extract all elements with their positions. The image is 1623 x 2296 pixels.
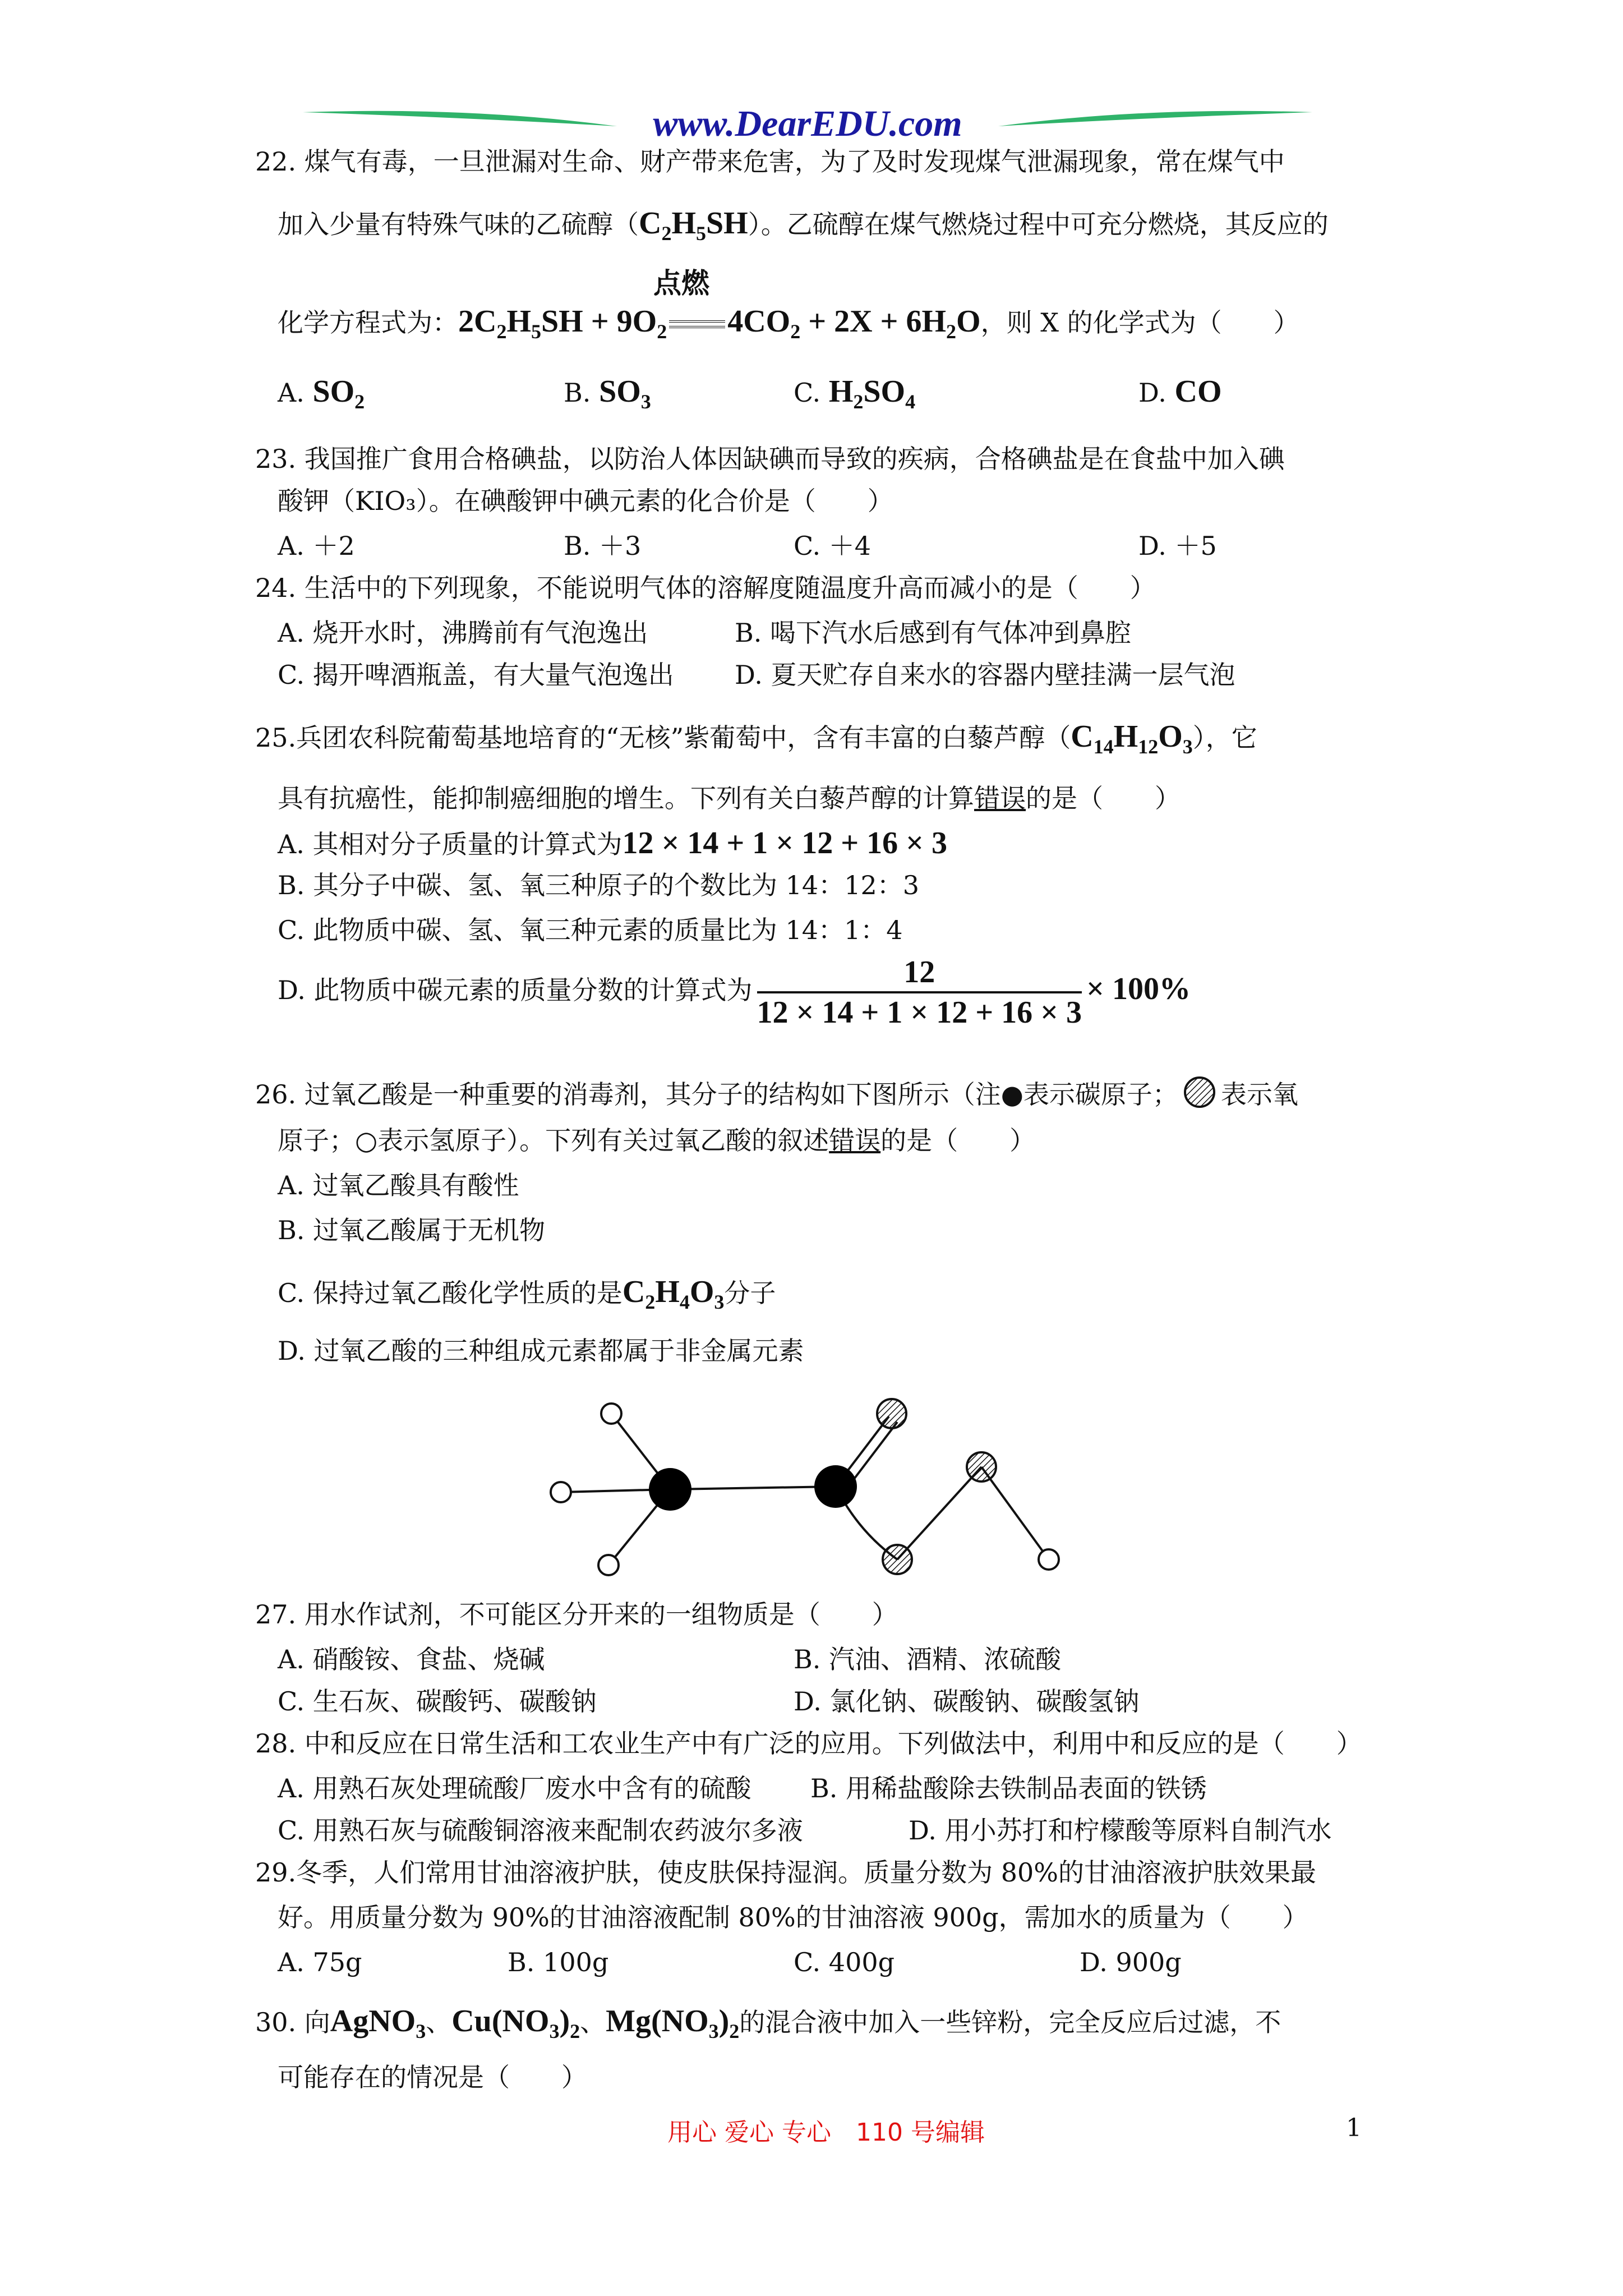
q25-line1-end: ），它 (1192, 723, 1257, 753)
q22-options (278, 376, 1399, 415)
q23-line1: 23. 我国推广食用合格碘盐，以防治人体因缺碘而导致的疾病，合格碘盐是在食盐中加入碘 (255, 444, 1285, 474)
reaction-condition: 点燃 (653, 266, 709, 300)
q22-option-d: D. CO (1138, 374, 1222, 409)
formula-copper-nitrate: $Cu(NO_3)_2$ (451, 2004, 580, 2043)
q23-option-d: D. ＋5 (1138, 531, 1217, 561)
q27-option-b: B. 汽油、酒精、浓硫酸 (794, 1644, 1062, 1674)
mass-fraction: $\frac{12}{12 \times 14 + 1 \times 12 + 16 \times 3}$ (757, 955, 1082, 1030)
q22-line3-end: ，则 X 的化学式为（ ） (980, 307, 1299, 338)
q24-option-a: A. 烧开水时，沸腾前有气泡逸出 (278, 618, 648, 648)
q25-option-b: B. 其分子中碳、氢、氧三种原子的个数比为 14：12：3 (278, 870, 920, 900)
q29-option-d: D. 900g (1080, 1947, 1182, 1977)
formula-ethanethiol: $C_2H_5SH$ (639, 206, 748, 245)
site-header-banner (303, 101, 1312, 151)
q22-line1: 22. 煤气有毒，一旦泄漏对生命、财产带来危害，为了及时发现煤气泄漏现象，常在煤气中 (255, 146, 1285, 177)
formula-resveratrol: $C_{14}H_{12}O_3$ (1071, 719, 1193, 758)
q22-line3 (278, 306, 1299, 342)
q24-option-d: D. 夏天贮存自来水的容器内壁挂满一层气泡 (735, 660, 1235, 690)
q28-option-b: B. 用稀盐酸除去铁制品表面的铁锈 (810, 1773, 1207, 1803)
q22-line2-start: 加入少量有特殊气味的乙硫醇（ (278, 209, 639, 240)
q26-line1: 26. 过氧乙酸是一种重要的消毒剂，其分子的结构如下图所示（注●表示碳原子； 表示氧 (255, 1074, 1298, 1110)
q28-option-a: A. 用熟石灰处理硫酸厂废水中含有的硫酸 (278, 1773, 751, 1803)
site-name: www.DearEDU.com (653, 103, 962, 144)
oxygen-atom-icon (967, 1452, 996, 1481)
formula-magnesium-nitrate: $Mg(NO_3)_2$ (606, 2004, 740, 2043)
q25-option-c: C. 此物质中碳、氢、氧三种元素的质量比为 14：1：4 (278, 915, 903, 945)
q24-line1: 24. 生活中的下列现象，不能说明气体的溶解度随温度升高而减小的是（ ） (255, 573, 1156, 603)
oxygen-atom-icon (883, 1545, 912, 1574)
q29-option-b: B. 100g (508, 1947, 609, 1977)
q26-line2: 原子；○表示氢原子）。下列有关过氧乙酸的叙述错误的是（ ） (278, 1125, 1036, 1156)
chemical-equation: $2C_2H_5SH + 9O_2$ $4CO_2 + 2X + 6H_2O$ (458, 304, 981, 343)
q23-line2: 酸钾（KIO₃）。在碘酸钾中碘元素的化合价是（ ） (278, 486, 893, 516)
q29-option-c: C. 400g (794, 1947, 895, 1977)
carbon-atom-icon (814, 1465, 857, 1508)
q29-line1: 29.冬季，人们常用甘油溶液护肤，使皮肤保持湿润。质量分数为 80%的甘油溶液护肤效果最 (255, 1857, 1317, 1888)
keyword-wrong: 错误 (829, 1125, 881, 1156)
q22-line2-end: ）。乙硫醇在煤气燃烧过程中可充分燃烧，其反应的 (748, 209, 1329, 240)
q29-option-a: A. 75g (278, 1947, 362, 1977)
oxygen-atom-icon (877, 1399, 906, 1428)
q27-option-c: C. 生石灰、碳酸钙、碳酸钠 (278, 1686, 597, 1717)
page-number: 1 (1346, 2114, 1362, 2142)
q27-option-a: A. 硝酸铵、食盐、烧碱 (278, 1644, 545, 1674)
q23-options (278, 533, 1399, 567)
hydrogen-atom-icon (1039, 1549, 1059, 1570)
bonds (561, 1414, 1049, 1565)
peracetic-acid-molecule-diagram (538, 1391, 1077, 1576)
q26-option-c: C. 保持过氧乙酸化学性质的是$C_2H_4O_3$分子 (278, 1274, 776, 1314)
q29-line2: 好。用质量分数为 90%的甘油溶液配制 80%的甘油溶液 900g，需加水的质量为（ ） (278, 1902, 1308, 1932)
q23-option-c: C. ＋4 (794, 531, 872, 561)
q27-option-d: D. 氯化钠、碳酸钠、碳酸氢钠 (794, 1686, 1140, 1717)
q25-line1-start: 25.兵团农科院葡萄基地培育的“无核”紫葡萄中，含有丰富的白藜芦醇（ (255, 723, 1071, 753)
q22-option-a: A. $SO_2$ (278, 374, 365, 413)
q22-option-b: B. $SO_3$ (564, 374, 651, 413)
q25-option-a: A. 其相对分子质量的计算式为12 × 14 + 1 × 12 + 16 × 3 (278, 826, 948, 861)
hydrogen-atom-icon (551, 1482, 571, 1502)
keyword-wrong: 错误 (974, 783, 1026, 813)
q25-line2: 具有抗癌性，能抑制癌细胞的增生。下列有关白藜芦醇的计算错误的是（ ） (278, 783, 1181, 813)
formula-peracetic-acid: $C_2H_4O_3$ (622, 1274, 725, 1314)
q23-option-b: B. ＋3 (564, 531, 642, 561)
q22-line3-start: 化学方程式为： (278, 307, 458, 338)
q28-option-d: D. 用小苏打和柠檬酸等原料自制汽水 (909, 1815, 1332, 1846)
q28-option-c: C. 用熟石灰与硫酸铜溶液来配制农药波尔多液 (278, 1815, 803, 1846)
q26-option-a: A. 过氧乙酸具有酸性 (278, 1170, 519, 1200)
q26-option-b: B. 过氧乙酸属于无机物 (278, 1215, 546, 1245)
q30-line2: 可能存在的情况是（ ） (278, 2062, 587, 2092)
oxygen-atom-legend-icon (1182, 1074, 1218, 1110)
q25-option-d: D. 此物质中碳元素的质量分数的计算式为 $\frac{12}{12 \times 14 + 1 \times 12 + 16 \times 3}$ × 100% (278, 955, 1191, 1030)
hydrogen-atom-icon (601, 1404, 621, 1424)
header-swoosh-icon (303, 101, 1312, 151)
formula-silver-nitrate: AgNO$_3$ (330, 2004, 426, 2043)
q30-line1: 30. 向AgNO$_3$、$Cu(NO_3)_2$、$Mg(NO_3)_2$的混合液中加入一些锌粉，完全反应后过滤，不 (255, 2004, 1281, 2043)
q24-option-c: C. 揭开啤酒瓶盖，有大量气泡逸出 (278, 660, 674, 690)
q22-option-c: C. $H_2SO_4$ (794, 374, 916, 413)
q22-line2 (278, 208, 1329, 243)
mass-expression: 12 × 14 + 1 × 12 + 16 × 3 (622, 826, 948, 861)
q25-line1 (255, 721, 1257, 757)
q23-option-a: A. ＋2 (278, 531, 355, 561)
q27-line1: 27. 用水作试剂，不可能区分开来的一组物质是（ ） (255, 1599, 898, 1630)
q29-options (278, 1949, 1399, 1983)
q26-option-d: D. 过氧乙酸的三种组成元素都属于非金属元素 (278, 1336, 804, 1366)
q28-line1: 28. 中和反应在日常生活和工农业生产中有广泛的应用。下列做法中，利用中和反应的是（ ） (255, 1728, 1362, 1759)
q24-option-b: B. 喝下汽水后感到有气体冲到鼻腔 (735, 618, 1132, 648)
footer-text: 用心 爱心 专心 110 号编辑 (667, 2118, 985, 2147)
hydrogen-atom-icon (598, 1555, 619, 1575)
carbon-atom-icon (649, 1468, 691, 1511)
